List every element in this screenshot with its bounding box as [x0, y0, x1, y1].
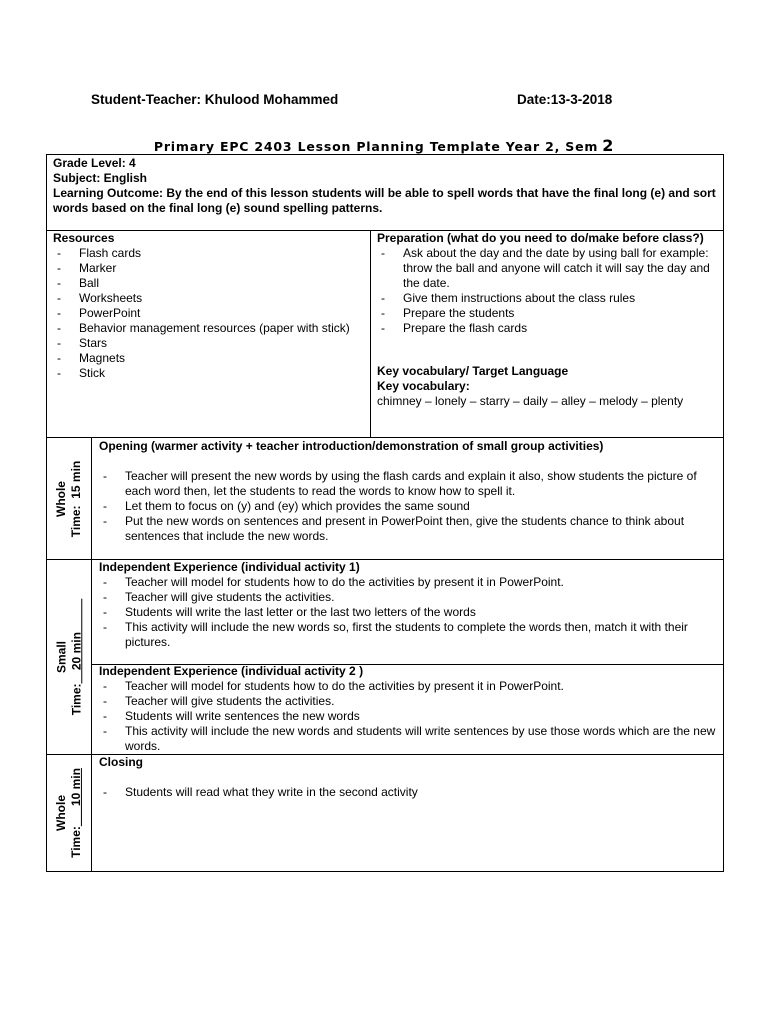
activity-2-item: - Students will write sentences the new words	[99, 709, 719, 724]
resource-item: - Behavior management resources (paper with stick)	[53, 321, 364, 336]
subject: Subject: English	[53, 171, 148, 185]
resource-item: - Magnets	[53, 351, 364, 366]
resource-item: - Ball	[53, 276, 364, 291]
opening-item: - Let them to focus on (y) and (ey) which provides the same sound	[99, 499, 719, 514]
activity-2-list	[99, 679, 719, 754]
resource-item: - Stars	[53, 336, 364, 351]
preparation-item: - Give them instructions about the class rules	[377, 291, 717, 306]
resource-item: - PowerPoint	[53, 306, 364, 321]
closing-list	[99, 785, 719, 800]
preparation-box	[370, 230, 724, 438]
opening-side-label	[47, 438, 91, 559]
activity-1-list	[99, 575, 719, 650]
small-mode: Small	[54, 640, 69, 674]
opening-mode: Whole	[54, 480, 69, 517]
vocab-heading: Key vocabulary/ Target Language	[377, 364, 569, 378]
learning-outcome: Learning Outcome: By the end of this lesson students will be able to spell words that have the final long (e) and sort words based on the final long (e) sound spelling patterns.	[53, 186, 716, 215]
opening-heading: Opening (warmer activity + teacher introduction/demonstration of small group activities)	[99, 439, 604, 453]
closing-time: Time:___10 min	[69, 768, 83, 858]
page-title	[0, 136, 768, 155]
activity-1-item: - Teacher will model for students how to do the activities by present it in PowerPoint.	[99, 575, 719, 590]
preparation-heading: Preparation (what do you need to do/make before class?)	[377, 231, 704, 245]
resources-heading: Resources	[53, 231, 115, 245]
resource-item: - Flash cards	[53, 246, 364, 261]
activity-1-item: - This activity will include the new words so, first the students to complete the words then, match it with their pictures.	[99, 620, 719, 650]
resources-list	[53, 246, 364, 381]
student-teacher-name: Student-Teacher: Khulood Mohammed	[91, 92, 339, 107]
activity-2-item: - This activity will include the new words and students will write sentences by use those words which are the new words.	[99, 724, 719, 754]
closing-item: - Students will read what they write in the second activity	[99, 785, 719, 800]
activity-1-item: - Students will write the last letter or the last two letters of the words	[99, 605, 719, 620]
opening-item: - Put the new words on sentences and present in PowerPoint then, give the students chance to think about sentences that include the new words.	[99, 514, 719, 544]
preparation-item: - Prepare the students	[377, 306, 717, 321]
activity-2-item: - Teacher will model for students how to do the activities by present it in PowerPoint.	[99, 679, 719, 694]
preparation-list	[377, 246, 717, 336]
activity-1-item: - Teacher will give students the activities.	[99, 590, 719, 605]
vocab-words: chimney – lonely – starry – daily – alley – melody – plenty	[377, 394, 684, 408]
small-group-section	[46, 559, 724, 755]
lesson-info-box	[46, 154, 724, 231]
closing-mode: Whole	[54, 795, 68, 831]
resource-item: - Stick	[53, 366, 364, 381]
small-time: Time:__20 min_____	[69, 598, 84, 716]
closing-section	[46, 754, 724, 872]
activity-1	[99, 560, 719, 650]
activity-2-heading: Independent Experience (individual activity 2 )	[99, 664, 364, 678]
opening-list	[99, 469, 719, 544]
preparation-item: - Prepare the flash cards	[377, 321, 717, 336]
grade-level: Grade Level: 4	[53, 156, 136, 170]
closing-heading: Closing	[99, 755, 143, 769]
activity-2	[99, 664, 719, 754]
small-side-label	[47, 560, 91, 754]
title-main: Primary EPC 2403 Lesson Planning Template Year 2, Sem	[153, 139, 599, 154]
title-sem-number: 2	[602, 136, 615, 155]
lesson-date: Date:13-3-2018	[517, 92, 613, 107]
resource-item: - Worksheets	[53, 291, 364, 306]
resources-box	[46, 230, 371, 438]
activity-2-item: - Teacher will give students the activities.	[99, 694, 719, 709]
vocab-subheading: Key vocabulary:	[377, 379, 470, 393]
preparation-item: - Ask about the day and the date by using ball for example: throw the ball and anyone will catch it will say the day and the date.	[377, 246, 717, 291]
activity-1-heading: Independent Experience (individual activity 1)	[99, 560, 360, 574]
opening-section	[46, 437, 724, 560]
opening-item: - Teacher will present the new words by using the flash cards and explain it also, show students the picture of each word then, let the students to read the words to know how to spell it.	[99, 469, 719, 499]
opening-time: Time: 15 min	[69, 460, 84, 537]
closing-side-label	[47, 755, 91, 871]
resource-item: - Marker	[53, 261, 364, 276]
